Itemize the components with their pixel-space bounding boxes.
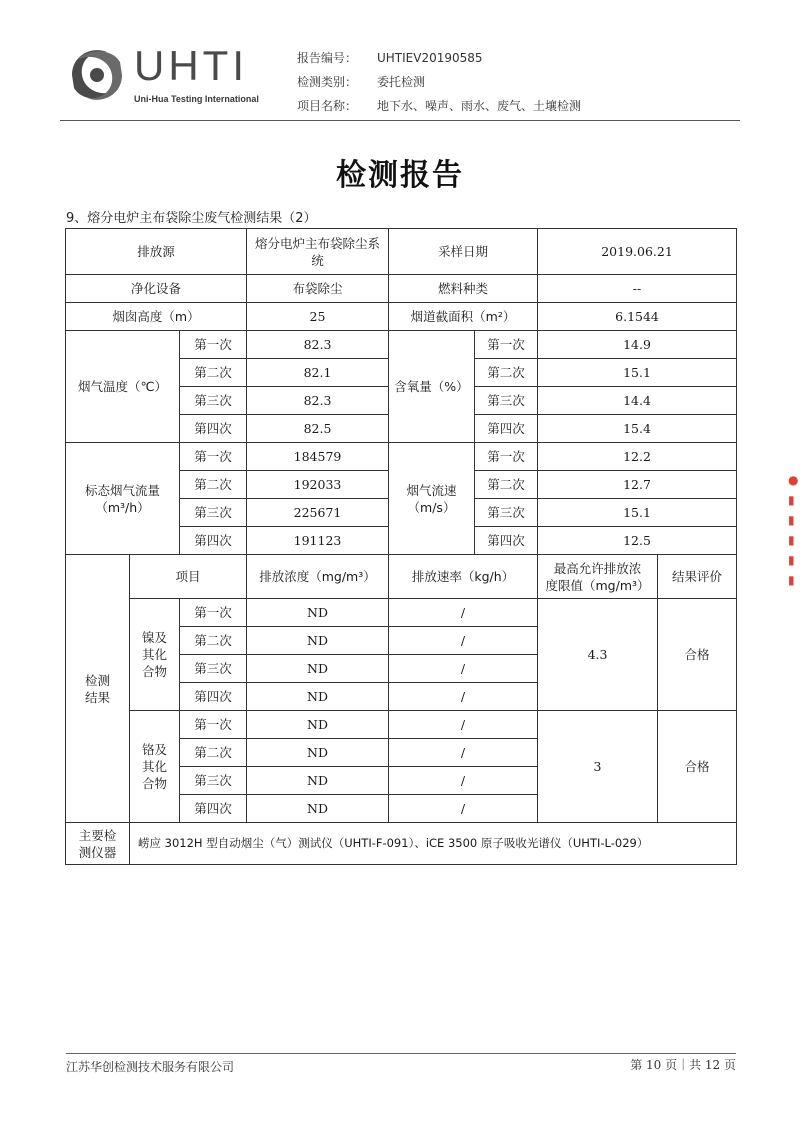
round-label: 第三次	[180, 655, 247, 683]
evaluation-value: 合格	[658, 711, 737, 823]
temp-value: 82.3	[247, 331, 389, 359]
instruments-label-line1: 主要检	[78, 827, 117, 843]
round-label: 第四次	[180, 795, 247, 823]
logo-subtitle: Uni-Hua Testing International	[134, 94, 259, 104]
footer-company: 江苏华创检测技术服务有限公司	[66, 1060, 235, 1074]
round-label: 第二次	[180, 359, 247, 387]
footer-divider	[66, 1053, 736, 1054]
pollutant-name-line: 其化	[141, 759, 167, 774]
report-number-row	[297, 49, 483, 66]
flow-value: 225671	[247, 499, 389, 527]
pollutant-name	[130, 711, 180, 823]
oxygen-value: 14.4	[538, 387, 737, 415]
rate-value: /	[389, 767, 538, 795]
rate-value: /	[389, 795, 538, 823]
flow-value: 191123	[247, 527, 389, 555]
table-row	[66, 275, 737, 303]
round-label: 第一次	[180, 711, 247, 739]
gas-speed-label-line1: 烟气流速	[406, 482, 457, 498]
logo-emblem-icon	[62, 40, 132, 110]
table-row	[66, 599, 737, 627]
round-label: 第一次	[475, 443, 538, 471]
exhaust-results-table	[65, 228, 737, 865]
flue-area-value: 6.1544	[538, 303, 737, 331]
instruments-value: 崂应 3012H 型自动烟尘（气）测试仪（UHTI-F-091）、iCE 3500 原子吸收光谱仪（UHTI-L-029）	[130, 823, 737, 865]
flue-area-label: 烟道截面积（m²）	[389, 303, 538, 331]
pollutant-name-line: 合物	[141, 776, 167, 791]
section-title: 9、熔分电炉主布袋除尘废气检测结果（2）	[66, 211, 317, 226]
page-title: 检测报告	[336, 158, 464, 193]
pollutant-name	[130, 599, 180, 711]
col-limit	[538, 555, 658, 599]
rate-value: /	[389, 627, 538, 655]
source-value: 熔分电炉主布袋除尘系统	[247, 229, 389, 275]
pollutant-name-line: 铬及	[141, 742, 167, 757]
project-name-value: 地下水、噪声、雨水、废气、土壤检测	[377, 99, 582, 113]
table-row	[66, 555, 737, 599]
report-number-label: 报告编号：	[297, 51, 358, 65]
concentration-value: ND	[247, 711, 389, 739]
logo-wordmark: UHTI	[134, 42, 248, 89]
round-label: 第一次	[475, 331, 538, 359]
concentration-value: ND	[247, 655, 389, 683]
results-label-line1: 检测	[84, 672, 110, 688]
concentration-value: ND	[247, 739, 389, 767]
round-label: 第四次	[475, 527, 538, 555]
limit-value: 4.3	[538, 599, 658, 711]
fuel-value: --	[538, 275, 737, 303]
round-label: 第四次	[180, 415, 247, 443]
pollutant-name-line: 其化	[141, 647, 167, 662]
flow-value: 184579	[247, 443, 389, 471]
col-item: 项目	[130, 555, 247, 599]
gas-flow-label-line2: （m³/h）	[95, 499, 150, 515]
gas-flow-label	[66, 443, 180, 555]
round-label: 第三次	[475, 387, 538, 415]
sampling-date-value: 2019.06.21	[538, 229, 737, 275]
gas-speed-label	[389, 443, 475, 555]
speed-value: 12.5	[538, 527, 737, 555]
round-label: 第一次	[180, 331, 247, 359]
report-number-value: UHTIEV20190585	[377, 51, 483, 65]
round-label: 第三次	[180, 499, 247, 527]
project-name-row	[297, 97, 581, 114]
concentration-value: ND	[247, 627, 389, 655]
inspection-type-row	[297, 73, 425, 90]
round-label: 第二次	[180, 627, 247, 655]
rate-value: /	[389, 599, 538, 627]
table-row	[66, 711, 737, 739]
footer-page-number: 第 10 页｜共 12 页	[630, 1058, 736, 1072]
oxygen-value: 14.9	[538, 331, 737, 359]
chimney-height-label: 烟囱高度（m）	[66, 303, 247, 331]
temp-value: 82.5	[247, 415, 389, 443]
instruments-label-line2: 测仪器	[78, 844, 117, 860]
flow-value: 192033	[247, 471, 389, 499]
col-concentration: 排放浓度（mg/m³）	[247, 555, 389, 599]
gas-speed-label-line2: （m/s）	[407, 499, 456, 515]
header-divider	[60, 120, 740, 121]
concentration-value: ND	[247, 683, 389, 711]
concentration-value: ND	[247, 795, 389, 823]
oxygen-value: 15.1	[538, 359, 737, 387]
oxygen-label: 含氧量（%）	[389, 331, 475, 443]
col-rate: 排放速率（kg/h）	[389, 555, 538, 599]
round-label: 第三次	[180, 767, 247, 795]
evaluation-value: 合格	[658, 599, 737, 711]
flue-temp-label: 烟气温度（℃）	[66, 331, 180, 443]
round-label: 第二次	[475, 471, 538, 499]
speed-value: 15.1	[538, 499, 737, 527]
company-logo	[62, 40, 262, 112]
round-label: 第一次	[180, 599, 247, 627]
temp-value: 82.1	[247, 359, 389, 387]
source-label: 排放源	[66, 229, 247, 275]
chimney-height-value: 25	[247, 303, 389, 331]
round-label: 第三次	[180, 387, 247, 415]
speed-value: 12.7	[538, 471, 737, 499]
round-label: 第四次	[475, 415, 538, 443]
round-label: 第四次	[180, 527, 247, 555]
round-label: 第二次	[475, 359, 538, 387]
results-label	[66, 555, 130, 823]
gas-flow-label-line1: 标态烟气流量	[84, 482, 160, 498]
round-label: 第二次	[180, 471, 247, 499]
instruments-label	[66, 823, 130, 865]
concentration-value: ND	[247, 599, 389, 627]
oxygen-value: 15.4	[538, 415, 737, 443]
equipment-label: 净化设备	[66, 275, 247, 303]
rate-value: /	[389, 655, 538, 683]
concentration-value: ND	[247, 767, 389, 795]
limit-value: 3	[538, 711, 658, 823]
stamp-edge-mark: ● ▮ ▮ ▮ ▮ ▮	[788, 473, 799, 587]
table-row	[66, 331, 737, 359]
sampling-date-label: 采样日期	[389, 229, 538, 275]
table-row	[66, 823, 737, 865]
round-label: 第四次	[180, 683, 247, 711]
rate-value: /	[389, 683, 538, 711]
inspection-type-label: 检测类别：	[297, 75, 358, 89]
table-row	[66, 443, 737, 471]
col-limit-line1: 最高允许排放浓	[553, 560, 642, 576]
round-label: 第三次	[475, 499, 538, 527]
temp-value: 82.3	[247, 387, 389, 415]
results-label-line2: 结果	[84, 689, 110, 705]
fuel-label: 燃料种类	[389, 275, 538, 303]
project-name-label: 项目名称：	[297, 99, 358, 113]
speed-value: 12.2	[538, 443, 737, 471]
inspection-type-value: 委托检测	[377, 75, 426, 89]
equipment-value: 布袋除尘	[247, 275, 389, 303]
pollutant-name-line: 镍及	[141, 630, 167, 645]
round-label: 第二次	[180, 739, 247, 767]
rate-value: /	[389, 739, 538, 767]
table-row	[66, 303, 737, 331]
round-label: 第一次	[180, 443, 247, 471]
col-evaluation: 结果评价	[658, 555, 737, 599]
col-limit-line2: 度限值（mg/m³）	[545, 577, 650, 593]
pollutant-name-line: 合物	[141, 664, 167, 679]
rate-value: /	[389, 711, 538, 739]
table-row	[66, 229, 737, 275]
